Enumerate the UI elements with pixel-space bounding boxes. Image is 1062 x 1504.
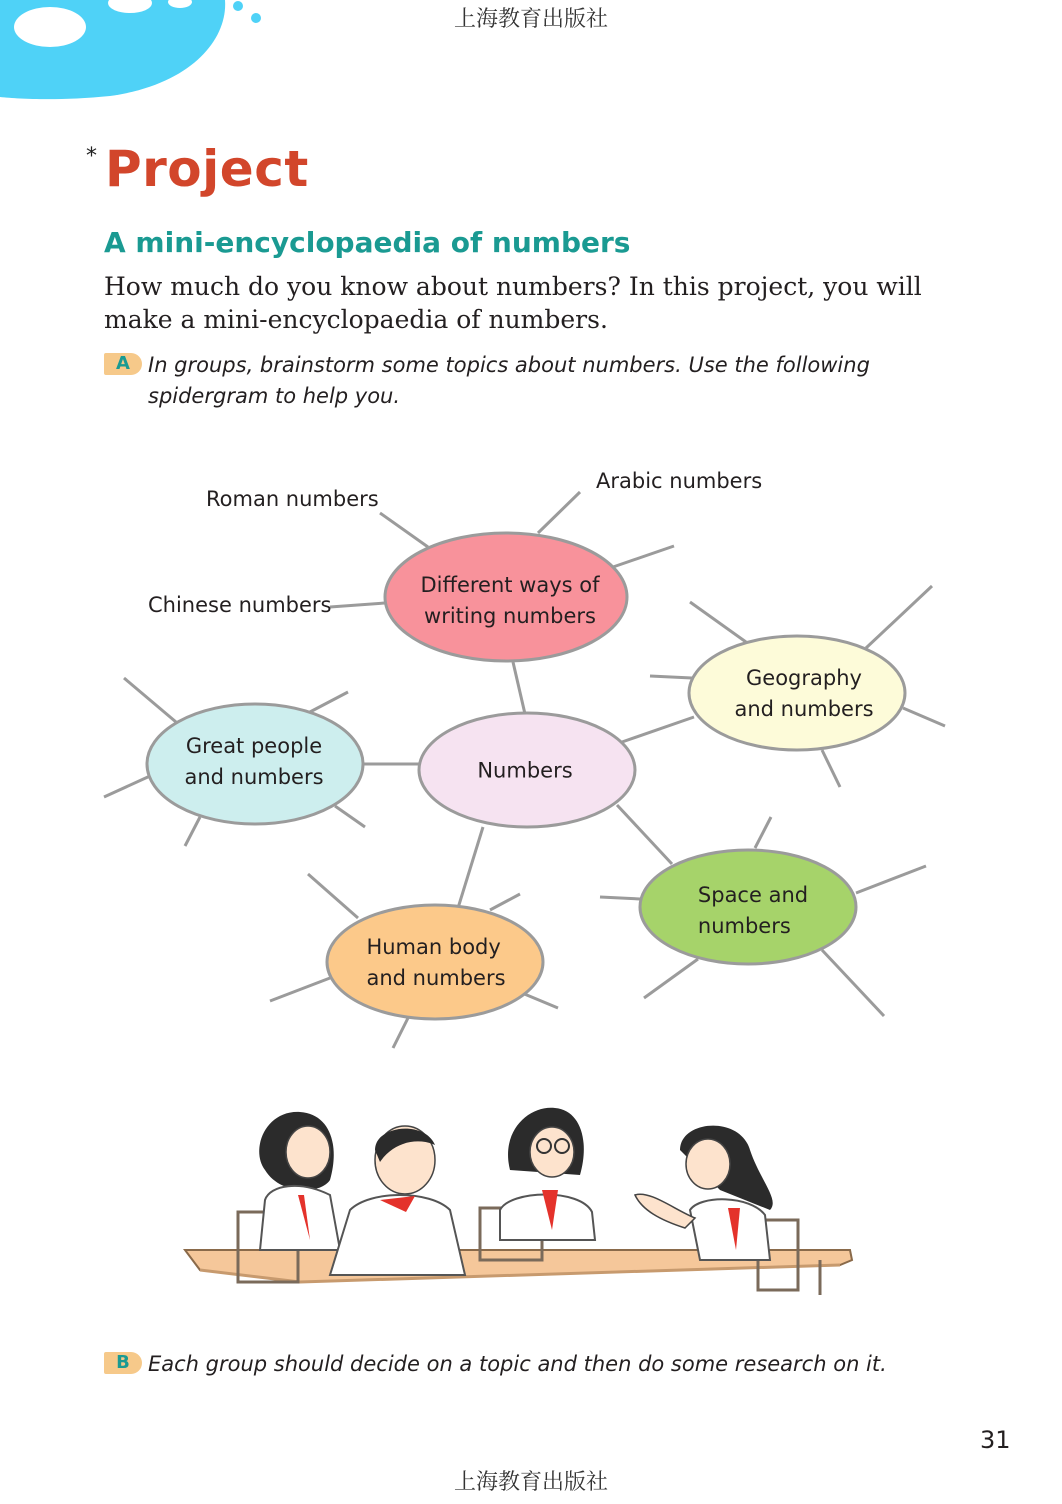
intro-paragraph: How much do you know about numbers? In this project, you will make a mini-encyclopaedia of numbers. [104,272,922,334]
task-b-badge: B [104,1352,142,1374]
branch-arabic-numbers: Arabic numbers [596,469,763,493]
watermark-top: 上海教育出版社 [453,7,608,32]
node-space-line1: Space and [697,883,809,907]
students-illustration [180,1100,860,1300]
node-writing-line1: Different ways of [420,573,600,597]
student-3 [500,1108,595,1240]
node-geography-line2: and numbers [734,697,874,721]
node-space-line2: numbers [697,914,791,938]
task-b-text: Each group should decide on a topic and then do some research on it. [148,1352,887,1376]
node-space-label [698,880,808,942]
node-human-body-line2: and numbers [366,966,506,990]
student-2 [330,1126,465,1275]
page-number: 31 [980,1426,1011,1454]
watermark-bottom: 上海教育出版社 [453,1470,608,1495]
page-title: Project [105,140,309,198]
node-geography-label [734,663,873,725]
student-1 [259,1112,340,1250]
spidergram [0,440,1062,1060]
task-a-badge: A [104,353,142,375]
section-subtitle: A mini-encyclopaedia of numbers [104,226,631,259]
student-4 [635,1126,773,1260]
task-a-text: In groups, brainstorm some topics about numbers. Use the following spidergram to help you. [148,353,870,408]
node-human-body-label [366,932,505,994]
node-human-body-line1: Human body [366,935,501,959]
optional-marker: * [86,144,97,169]
node-great-people-line1: Great people [185,734,323,758]
branch-roman-numbers: Roman numbers [206,487,379,511]
branch-chinese-numbers: Chinese numbers [148,593,332,617]
node-geography-line1: Geography [746,666,862,690]
node-writing-label [420,570,599,632]
node-numbers-label: Numbers [477,758,573,783]
node-great-people-line2: and numbers [184,765,324,789]
node-writing-line2: writing numbers [424,604,596,628]
node-great-people-label [184,731,323,793]
